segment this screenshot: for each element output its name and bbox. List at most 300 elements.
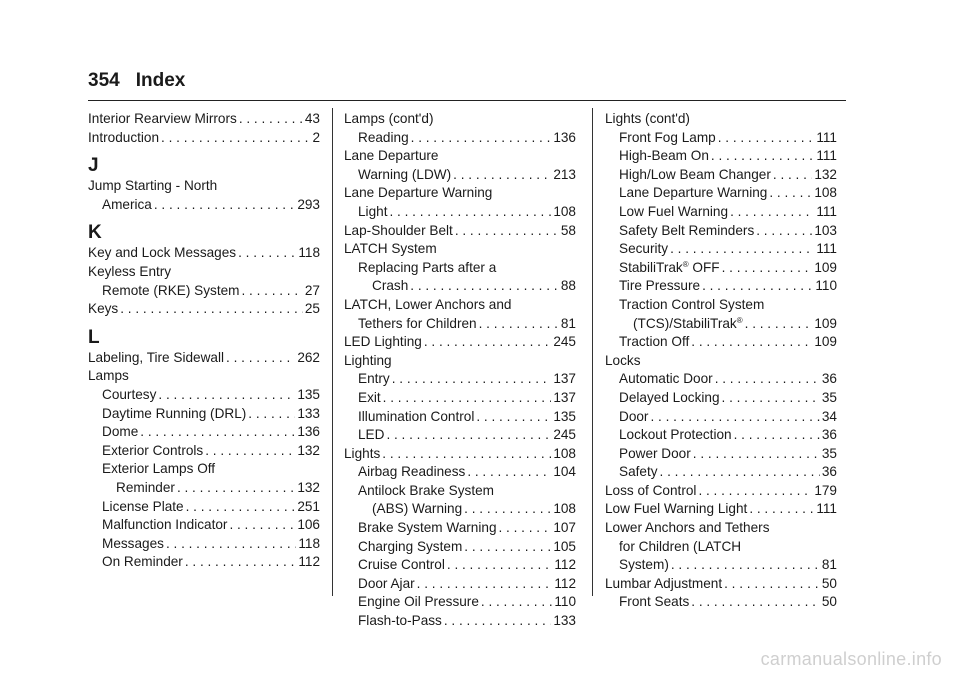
entry-term: [344, 240, 437, 259]
page-ref[interactable]: 136: [297, 424, 320, 440]
entry-term: [358, 408, 474, 427]
index-entry[interactable]: [344, 408, 576, 427]
index-entry[interactable]: [344, 463, 576, 482]
page-ref[interactable]: 108: [814, 185, 837, 201]
entry-term: [372, 277, 408, 296]
page-ref[interactable]: 2: [312, 129, 320, 145]
entry-term: [605, 575, 722, 594]
term-text: Jump Starting - North: [88, 178, 218, 194]
term-text: Warning (LDW): [358, 166, 452, 182]
index-entry[interactable]: [605, 575, 837, 594]
term-text: Lower Anchors and Tethers: [605, 520, 770, 536]
term-text: Door: [619, 408, 649, 424]
page-ref[interactable]: 108: [553, 445, 576, 461]
entry-term: [358, 315, 477, 334]
leader-dots: [444, 612, 551, 631]
leader-dots: [455, 222, 559, 241]
index-entry[interactable]: [605, 445, 837, 464]
page-ref[interactable]: 137: [553, 389, 576, 405]
term-text: High/Low Beam Changer: [619, 166, 771, 182]
leader-dots: [464, 500, 551, 519]
index-entry[interactable]: [605, 556, 837, 575]
leader-dots: [229, 516, 295, 535]
term-text: Power Door: [619, 445, 691, 461]
term-text: Airbag Readiness: [358, 464, 466, 480]
leader-dots: [158, 386, 295, 405]
term-text: Antilock Brake System: [358, 482, 494, 498]
entry-term: [102, 516, 227, 535]
page-ref[interactable]: 179: [814, 482, 837, 498]
index-entry[interactable]: [605, 184, 837, 203]
term-text: License Plate: [102, 498, 184, 514]
term-text: (ABS) Warning: [372, 501, 463, 517]
index-heading: [344, 240, 576, 259]
index-entry[interactable]: [605, 315, 837, 334]
page-ref[interactable]: 135: [553, 408, 576, 424]
entry-term: [88, 300, 118, 319]
index-entry[interactable]: [605, 389, 837, 408]
term-text: High-Beam On: [619, 148, 709, 164]
page-ref[interactable]: 111: [816, 203, 837, 219]
leader-dots: [476, 408, 551, 427]
index-heading: [344, 147, 576, 166]
term-text: Low Fuel Warning: [619, 203, 729, 219]
page-ref[interactable]: 133: [297, 405, 320, 421]
index-entry[interactable]: [605, 277, 837, 296]
entry-term: [605, 500, 747, 519]
index-entry[interactable]: [605, 259, 837, 278]
term-text: Low Fuel Warning Light: [605, 501, 748, 517]
index-entry[interactable]: [605, 500, 837, 519]
leader-dots: [724, 575, 820, 594]
term-text: Traction Control System: [619, 296, 765, 312]
index-heading: [344, 482, 576, 501]
leader-dots: [691, 333, 812, 352]
index-entry[interactable]: [88, 196, 320, 215]
entry-term: [605, 352, 641, 371]
page-ref[interactable]: 118: [298, 245, 320, 261]
term-text: (TCS)/StabiliTrak: [633, 315, 737, 331]
page-ref[interactable]: 81: [821, 557, 837, 573]
page-ref[interactable]: 108: [553, 203, 576, 219]
entry-term: [344, 184, 492, 203]
entry-term: [358, 575, 415, 594]
index-entry[interactable]: [88, 386, 320, 405]
term-text: Exit: [358, 389, 381, 405]
leader-dots: [389, 203, 551, 222]
term-text: LATCH, Lower Anchors and: [344, 296, 512, 312]
page-ref[interactable]: 111: [816, 129, 837, 145]
index-entry[interactable]: [344, 129, 576, 148]
page-ref[interactable]: 50: [821, 594, 837, 610]
index-entry[interactable]: [88, 110, 320, 129]
page-ref[interactable]: 35: [821, 445, 837, 461]
entry-term: [619, 593, 689, 612]
page-ref[interactable]: 109: [814, 315, 837, 331]
leader-dots: [715, 370, 820, 389]
page-ref[interactable]: 251: [297, 498, 320, 514]
entry-term: [619, 147, 709, 166]
entry-term: [358, 519, 497, 538]
index-entry[interactable]: [344, 445, 576, 464]
page-ref[interactable]: 112: [554, 557, 576, 573]
index-entry[interactable]: [344, 556, 576, 575]
leader-dots: [773, 166, 812, 185]
entry-term: [116, 479, 175, 498]
term-text: StabiliTrak: [619, 259, 683, 275]
index-entry[interactable]: [605, 593, 837, 612]
page-ref[interactable]: 109: [814, 259, 837, 275]
leader-dots: [386, 426, 551, 445]
leader-dots: [120, 300, 303, 319]
leader-dots: [702, 277, 813, 296]
column-divider: [592, 108, 593, 596]
term-text: Reminder: [116, 479, 175, 495]
entry-term: [605, 519, 770, 538]
page-ref[interactable]: 36: [821, 371, 837, 387]
leader-dots: [698, 482, 812, 501]
leader-dots: [161, 129, 310, 148]
index-entry[interactable]: [605, 482, 837, 501]
entry-term: [344, 333, 422, 352]
page-title: Index: [135, 70, 186, 91]
term-text: Cruise Control: [358, 557, 445, 573]
leader-dots: [238, 244, 296, 263]
leader-dots: [241, 282, 302, 301]
leader-dots: [711, 147, 814, 166]
term-text: Malfunction Indicator: [102, 517, 228, 533]
index-entry[interactable]: [344, 500, 576, 519]
term-text: LED Lighting: [344, 334, 422, 350]
index-entry[interactable]: [344, 519, 576, 538]
index-column-2: [344, 110, 576, 631]
entry-term: [358, 612, 442, 631]
leader-dots: [392, 370, 552, 389]
index-entry[interactable]: [88, 498, 320, 517]
index-entry[interactable]: [344, 166, 576, 185]
index-entry[interactable]: [605, 203, 837, 222]
index-heading: [605, 519, 837, 538]
leader-dots: [749, 500, 814, 519]
page-ref[interactable]: 58: [560, 222, 576, 238]
page-ref[interactable]: 132: [814, 166, 837, 182]
term-text: Loss of Control: [605, 482, 697, 498]
index-entry[interactable]: [344, 222, 576, 241]
leader-dots: [410, 277, 559, 296]
index-entry[interactable]: [344, 426, 576, 445]
page-ref[interactable]: 245: [553, 334, 576, 350]
term-text: Charging System: [358, 538, 463, 554]
entry-term: [358, 259, 496, 278]
page-ref[interactable]: 111: [816, 501, 837, 517]
page-ref[interactable]: 118: [298, 535, 320, 551]
entry-term: [619, 277, 700, 296]
page-ref[interactable]: 110: [554, 594, 576, 610]
page-number: 354: [88, 70, 120, 91]
term-text: Keys: [88, 301, 119, 317]
leader-dots: [718, 129, 815, 148]
term-text: Labeling, Tire Sidewall: [88, 349, 225, 365]
entry-term: [344, 296, 512, 315]
entry-term: [358, 370, 390, 389]
index-entry[interactable]: [605, 333, 837, 352]
index-heading: [344, 259, 576, 278]
page-ref[interactable]: 103: [814, 222, 837, 238]
term-text: Lumbar Adjustment: [605, 575, 723, 591]
term-text: LED: [358, 427, 385, 443]
entry-term: [619, 222, 754, 241]
index-entry[interactable]: [605, 408, 837, 427]
term-text: Lighting: [344, 352, 392, 368]
entry-term: [619, 463, 658, 482]
index-entry[interactable]: [88, 300, 320, 319]
term-text: for Children (LATCH: [619, 538, 742, 554]
leader-dots: [756, 222, 812, 241]
term-text: Exterior Controls: [102, 442, 204, 458]
term-text: Keyless Entry: [88, 263, 172, 279]
index-heading: [605, 110, 837, 129]
entry-term: [605, 482, 696, 501]
entry-term: [88, 263, 171, 282]
term-text: Remote (RKE) System: [102, 282, 240, 298]
index-entry[interactable]: [88, 516, 320, 535]
index-entry[interactable]: [88, 442, 320, 461]
term-text: Lockout Protection: [619, 427, 732, 443]
index-entry[interactable]: [605, 426, 837, 445]
term-text: Interior Rearview Mirrors: [88, 111, 237, 126]
index-entry[interactable]: [344, 370, 576, 389]
entry-term: [358, 556, 445, 575]
page-ref[interactable]: 34: [821, 408, 837, 424]
page-ref[interactable]: 112: [554, 575, 576, 591]
index-entry[interactable]: [344, 277, 576, 296]
page-ref[interactable]: 132: [297, 479, 320, 495]
page-ref[interactable]: 135: [297, 386, 320, 402]
header-rule: [88, 100, 846, 101]
entry-term: [102, 196, 152, 215]
section-letter: J: [88, 155, 99, 177]
page-ref[interactable]: 133: [553, 613, 576, 629]
page-ref[interactable]: 25: [304, 301, 320, 317]
page-ref[interactable]: 81: [560, 315, 576, 331]
leader-dots: [730, 203, 814, 222]
leader-dots: [670, 240, 814, 259]
entry-term: [358, 463, 465, 482]
page-ref[interactable]: 50: [821, 575, 837, 591]
term-text: Messages: [102, 535, 164, 551]
leader-dots: [177, 479, 295, 498]
index-entry[interactable]: [344, 333, 576, 352]
page-ref[interactable]: 112: [298, 554, 320, 570]
term-text: Key and Lock Messages: [88, 245, 237, 261]
entry-term: [102, 282, 239, 301]
leader-dots: [481, 593, 552, 612]
entry-term: [102, 553, 183, 572]
leader-dots: [248, 405, 295, 424]
index-heading: [88, 177, 320, 196]
leader-dots: [226, 349, 295, 368]
index-entry[interactable]: [605, 463, 837, 482]
page-ref[interactable]: 36: [821, 464, 837, 480]
entry-term: [102, 423, 138, 442]
entry-term: [88, 129, 159, 148]
index-entry[interactable]: [88, 405, 320, 424]
page-ref[interactable]: 107: [553, 520, 576, 536]
page-ref[interactable]: 136: [553, 129, 576, 145]
index-entry[interactable]: [605, 166, 837, 185]
entry-term: [619, 333, 689, 352]
entry-term: [102, 405, 246, 424]
term-text: On Reminder: [102, 554, 183, 570]
term-text: Daytime Running (DRL): [102, 405, 247, 421]
page-ref[interactable]: 132: [297, 442, 320, 458]
term-text: Lamps: [88, 368, 129, 384]
term-text: Locks: [605, 352, 641, 368]
leader-dots: [417, 575, 553, 594]
leader-dots: [479, 315, 559, 334]
term-text: Reading: [358, 129, 409, 145]
index-heading: [88, 263, 320, 282]
term-text: Delayed Locking: [619, 389, 720, 405]
index-entry[interactable]: [88, 423, 320, 442]
page-ref[interactable]: 137: [553, 371, 576, 387]
index-entry[interactable]: [344, 593, 576, 612]
index-heading: [344, 296, 576, 315]
term-text: Traction Off: [619, 334, 690, 350]
leader-dots: [166, 535, 296, 554]
entry-term: [619, 408, 648, 427]
entry-term: [344, 110, 433, 129]
index-heading: [344, 184, 576, 203]
index-entry[interactable]: [605, 147, 837, 166]
page-ref[interactable]: 213: [553, 166, 576, 182]
term-text: Brake System Warning: [358, 520, 497, 536]
entry-term: [619, 240, 668, 259]
entry-term: [358, 389, 381, 408]
page-ref[interactable]: 104: [553, 464, 576, 480]
entry-term: [344, 222, 453, 241]
section-letter: K: [88, 222, 102, 244]
entry-term: [358, 203, 387, 222]
section-letter: L: [88, 326, 100, 348]
entry-term: [358, 482, 494, 501]
entry-term: [372, 500, 462, 519]
index-entry[interactable]: [605, 222, 837, 241]
entry-term: [88, 244, 236, 263]
term-text: Lights (cont'd): [605, 111, 690, 126]
page-ref[interactable]: 245: [553, 427, 576, 443]
watermark: carmanualsonline.info: [760, 649, 942, 669]
page-ref[interactable]: 105: [553, 538, 576, 554]
index-heading: [605, 352, 837, 371]
index-entry[interactable]: [605, 240, 837, 259]
index-entry[interactable]: [605, 370, 837, 389]
term-text: Safety Belt Reminders: [619, 222, 755, 238]
index-entry[interactable]: [344, 575, 576, 594]
page-ref[interactable]: 43: [304, 111, 320, 126]
entry-term: [619, 426, 732, 445]
page-ref[interactable]: 111: [816, 241, 837, 257]
index-entry[interactable]: [88, 553, 320, 572]
index-entry[interactable]: [88, 479, 320, 498]
leader-dots: [734, 426, 820, 445]
index-entry[interactable]: [88, 129, 320, 148]
leader-dots: [745, 315, 813, 334]
entry-term: [619, 445, 691, 464]
leader-dots: [693, 445, 820, 464]
leader-dots: [722, 389, 820, 408]
entry-term: [344, 147, 438, 166]
page-ref[interactable]: 106: [297, 517, 320, 533]
leader-dots: [205, 442, 295, 461]
entry-term: [102, 498, 184, 517]
entry-term: [344, 352, 392, 371]
index-heading: [88, 460, 320, 479]
leader-dots: [424, 333, 551, 352]
entry-term: [619, 538, 741, 557]
leader-dots: [140, 423, 295, 442]
leader-dots: [464, 538, 551, 557]
term-text: Courtesy: [102, 386, 157, 402]
term-text: Light: [358, 203, 388, 219]
page-ref[interactable]: 293: [297, 196, 320, 212]
index-entry[interactable]: [88, 244, 320, 263]
page-ref[interactable]: 27: [304, 282, 320, 298]
index-heading: [605, 296, 837, 315]
index-heading: [344, 352, 576, 371]
page-ref[interactable]: 262: [297, 349, 320, 365]
leader-dots: [769, 184, 812, 203]
index-entry[interactable]: [344, 203, 576, 222]
leader-dots: [186, 498, 296, 517]
entry-term: [88, 367, 129, 386]
leader-dots: [650, 408, 819, 427]
registered-mark: ®: [736, 315, 743, 325]
page-ref[interactable]: 36: [821, 427, 837, 443]
leader-dots: [154, 196, 295, 215]
index-entry[interactable]: [88, 535, 320, 554]
term-text: Front Seats: [619, 594, 690, 610]
term-text: Lane Departure: [344, 148, 439, 164]
page-ref[interactable]: 111: [816, 148, 837, 164]
entry-term: [633, 315, 743, 334]
term-text: Flash-to-Pass: [358, 613, 442, 629]
term-text: LATCH System: [344, 241, 437, 257]
term-text: Exterior Lamps Off: [102, 461, 216, 477]
index-entry[interactable]: [88, 349, 320, 368]
index-entry[interactable]: [344, 389, 576, 408]
index-entry[interactable]: [88, 282, 320, 301]
entry-term: [358, 593, 479, 612]
index-entry[interactable]: [344, 315, 576, 334]
index-entry[interactable]: [344, 612, 576, 631]
index-heading: [88, 367, 320, 386]
page-ref[interactable]: 110: [815, 278, 837, 294]
index-entry[interactable]: [605, 129, 837, 148]
entry-term: [619, 556, 669, 575]
index-entry[interactable]: [344, 538, 576, 557]
page-ref[interactable]: 88: [560, 278, 576, 294]
entry-term: [88, 349, 224, 368]
leader-dots: [722, 259, 813, 278]
page-ref[interactable]: 35: [821, 389, 837, 405]
entry-term: [619, 184, 767, 203]
page-ref[interactable]: 109: [814, 334, 837, 350]
leader-dots: [453, 166, 551, 185]
leader-dots: [467, 463, 551, 482]
page-ref[interactable]: 108: [553, 501, 576, 517]
entry-term: [344, 445, 380, 464]
